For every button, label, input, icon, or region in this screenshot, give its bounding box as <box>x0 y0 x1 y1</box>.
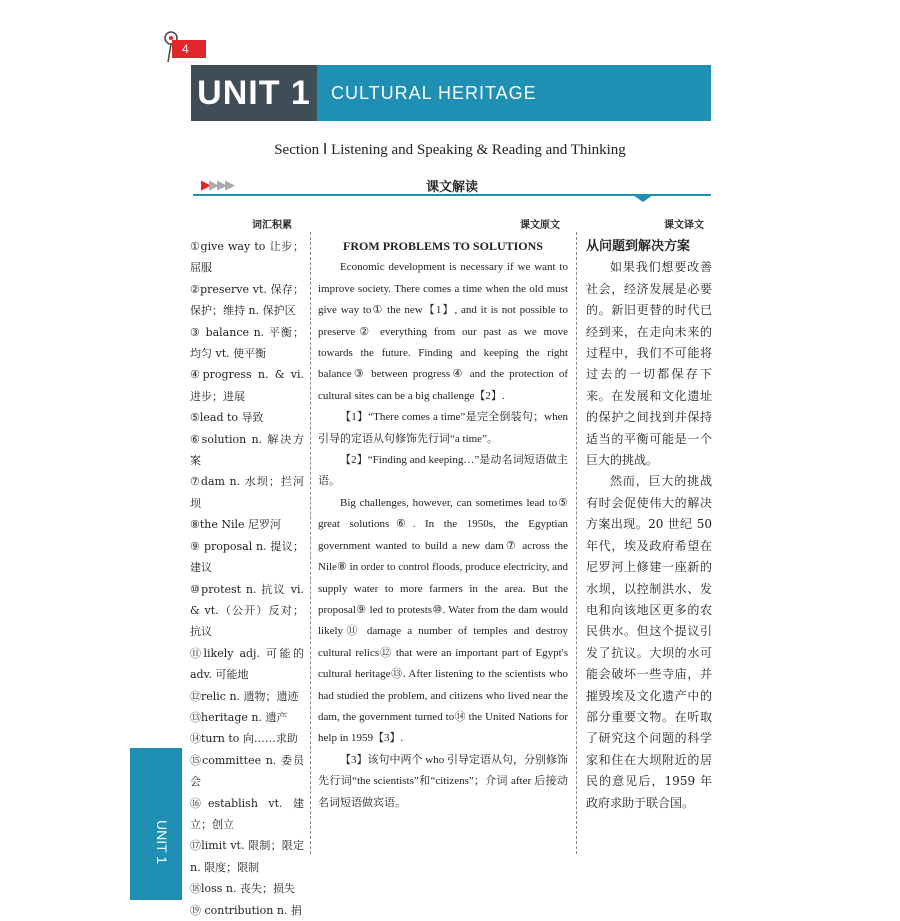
note: 【3】该句中两个 who 引导定语从句，分别修饰先行词“the scientists”和“citizens”；介词 after 后接动名词短语做宾语。 <box>318 753 568 809</box>
vocab-item: ④progress n. & vi. 进步；进展 <box>190 368 304 403</box>
bar-label: 课文解读 <box>425 180 478 195</box>
pointer-icon <box>633 195 653 202</box>
unit-title: CULTURAL HERITAGE <box>317 65 711 121</box>
vocab-item: ⑫relic n. 遗物；遗迹 <box>190 689 299 703</box>
paragraph: Economic development is necessary if we want to improve society. There comes a time when the old must give way to① the new【1】, and it is not possible to preserve② everything from our past as we move towards the future. Finding and keeping the right balance③ between progress④ and the protection of cultural sites can be a big challenge【2】. <box>318 261 568 402</box>
translation-heading: 从问题到解决方案 <box>586 239 691 254</box>
vocab-header: 词汇积累 <box>252 220 292 231</box>
translation-text <box>586 236 712 814</box>
vocab-item: ⑩protest n. 抗议 vi. & vt.（公开）反对；抗议 <box>190 582 304 639</box>
vocab-item: ⑰limit vt. 限制；限定 n. 限度；限制 <box>190 839 304 874</box>
vocab-item: ①give way to 让步；屈服 <box>190 240 304 275</box>
vocab-item: ⑨ proposal n. 提议；建议 <box>190 539 304 575</box>
vocab-item: ⑦dam n. 水坝；拦河坝 <box>190 475 304 510</box>
page-number: 4 <box>172 40 206 58</box>
side-tab-label: UNIT 1 <box>154 820 170 865</box>
vocab-item: ⑲ contribution n. 捐 <box>190 903 302 917</box>
original-header: 课文原文 <box>520 220 560 231</box>
original-heading: FROM PROBLEMS TO SOLUTIONS <box>343 239 543 253</box>
vocab-item: ⑧the Nile 尼罗河 <box>190 518 282 532</box>
divider <box>576 232 577 854</box>
note: 【1】“There comes a time”是完全倒装句；when 引导的定语从句修饰先行词“a time”。 <box>318 411 568 445</box>
vocab-item: ⑥solution n. 解决方案 <box>190 432 304 468</box>
note: 【2】“Finding and keeping…”是动名词短语做主语。 <box>318 454 568 488</box>
vocab-item: ⑭turn to 向……求助 <box>190 732 298 746</box>
vocab-item: ⑬heritage n. 遗产 <box>190 710 288 724</box>
divider <box>310 232 311 854</box>
unit-banner <box>191 65 711 121</box>
vocab-item: ⑮committee n. 委员会 <box>190 753 304 789</box>
vocab-item: ⑱loss n. 丧失；损失 <box>190 882 296 896</box>
vocab-item: ⑯establish vt. 建立；创立 <box>190 796 304 831</box>
original-text <box>318 236 568 814</box>
vocab-item: ⑤lead to 导致 <box>190 411 264 425</box>
section-bar <box>193 176 711 196</box>
section-title: Section Ⅰ Listening and Speaking & Reading and Thinking <box>274 142 626 158</box>
translation-header: 课文译文 <box>664 220 704 231</box>
vocab-item: ③ balance n. 平衡；均匀 vt. 使平衡 <box>190 325 304 361</box>
arrows-icon: ▶▶▶▶ <box>201 178 233 193</box>
paragraph: 如果我们想要改善社会，经济发展是必要的。新旧更替的时代已经到来，在走向未来的过程中，我们不可能将过去的一切都保存下来。在发展和文化遗址的保护之间找到并保持适当的平衡可能是一个巨大的挑战。 <box>586 260 712 468</box>
unit-label: UNIT 1 <box>191 65 317 121</box>
vocab-list <box>190 236 304 921</box>
vocab-item: ⑪likely adj. 可能的 adv. 可能地 <box>190 646 304 682</box>
paragraph: Big challenges, however, can sometimes lead to⑤ great solutions⑥. In the 1950s, the Egyptian government wanted to build a new dam⑦ across the Nile⑧ in order to control floods, produce electricity, and supply water to more farmers in the area. But the proposal⑨ led to protests⑩. Water from the dam would likely⑪ damage a number of temples and destroy cultural relics⑫ that were an important part of Egypt's cultural heritage⑬. After listening to the scientists who had studied the problem, and citizens who lived near the dam, the government turned to⑭ the United Nations for help in 1959【3】. <box>318 496 568 745</box>
paragraph: 然而，巨大的挑战有时会促使伟大的解决方案出现。20 世纪 50 年代，埃及政府希望在尼罗河上修建一座新的水坝，以控制洪水、发电和向该地区更多的农民供水。但这个提议引发了抗议。大坝的水可能会破坏一些寺庙，并摧毁埃及文化遗产中的部分重要文物。在听取了研究这个问题的科学家和住在大坝附近的居民的意见后，1959 年政府求助于联合国。 <box>586 474 712 810</box>
vocab-item: ②preserve vt. 保存；保护；维持 n. 保护区 <box>190 282 304 318</box>
